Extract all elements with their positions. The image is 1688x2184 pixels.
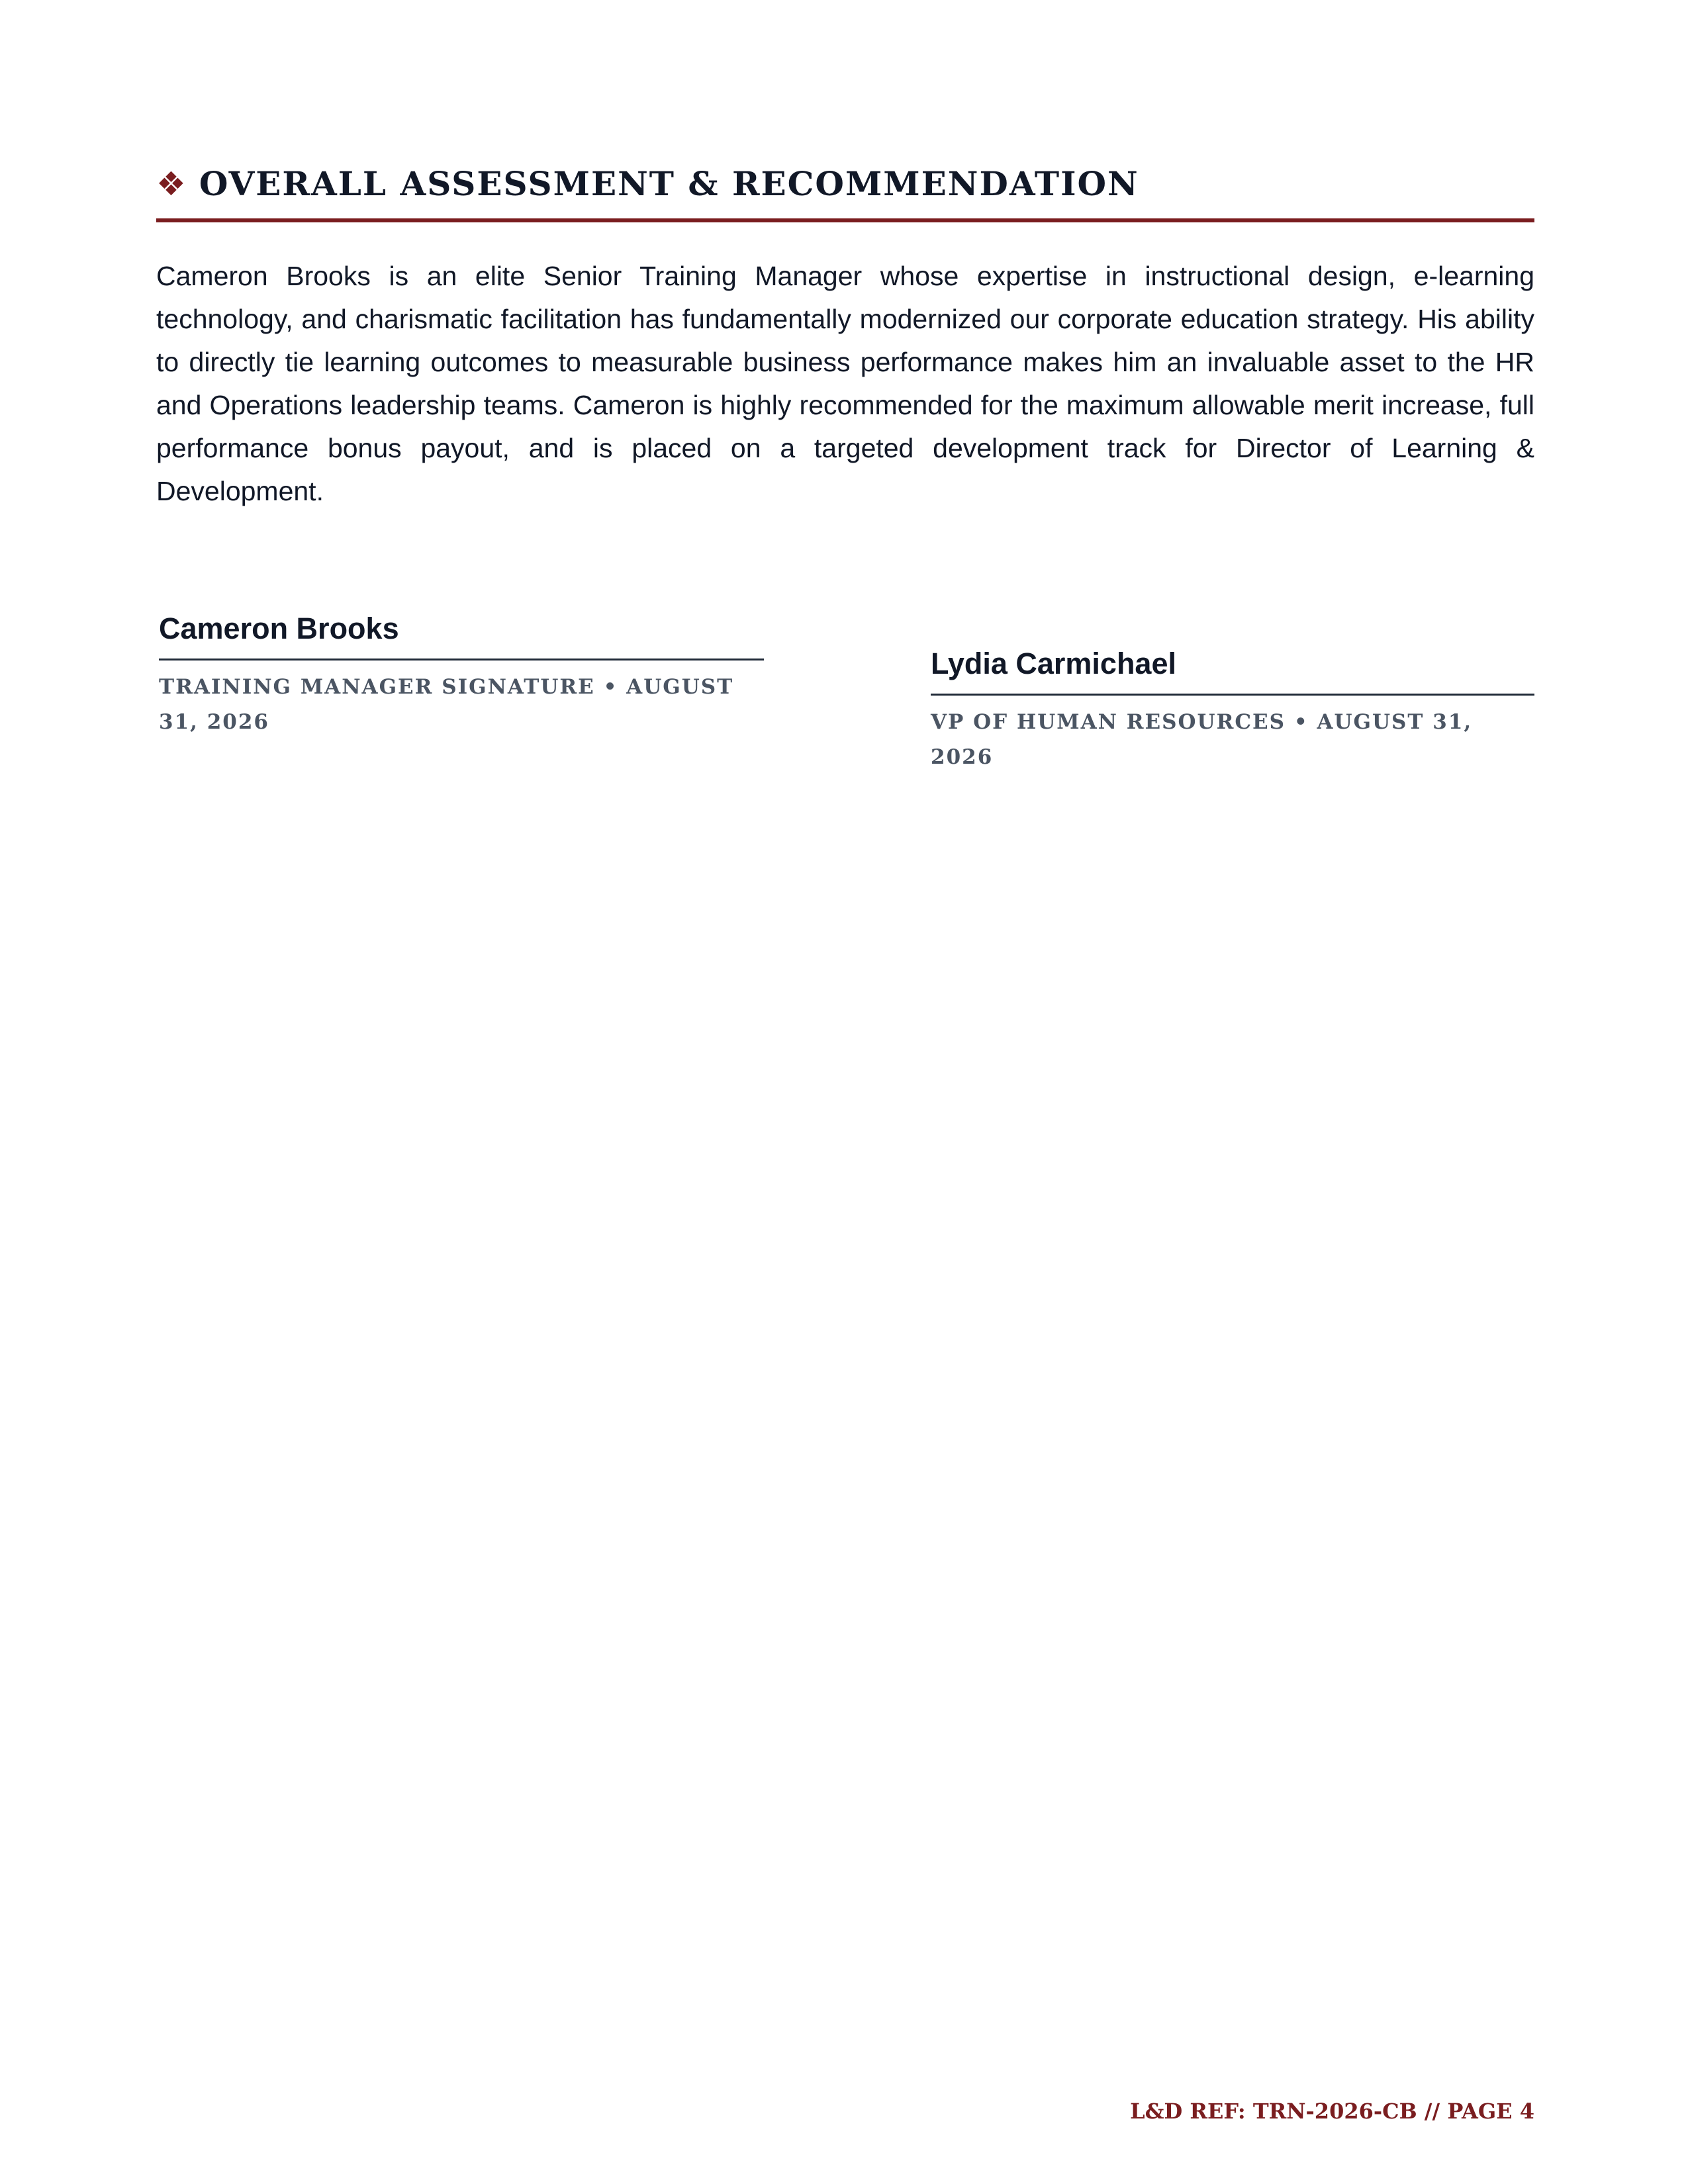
assessment-paragraph: Cameron Brooks is an elite Senior Training Manager whose expertise in instructional design, e-learning technology, and charismatic facilitation has fundamentally modernized our corporate education strategy. His ability to directly tie learning outcomes to measurable business performance makes him an invaluable asset to the HR and Operations leadership teams. Cameron is highly recommended for the maximum allowable merit increase, full performance bonus payout, and is placed on a targeted development track for Director of Learning & Development. — [156, 261, 1534, 506]
signature-block-vp-hr — [931, 641, 1534, 775]
signature-name: Lydia Carmichael — [931, 641, 1534, 696]
diamond-ornament-icon: ❖ — [156, 165, 186, 203]
section-heading — [156, 158, 1534, 222]
signature-block-training-manager — [159, 606, 764, 740]
signature-caption: TRAINING MANAGER SIGNATURE • AUGUST 31, 2026 — [159, 675, 734, 734]
signature-caption: VP OF HUMAN RESOURCES • AUGUST 31, 2026 — [931, 710, 1473, 769]
signature-name: Cameron Brooks — [159, 606, 764, 660]
section-title: OVERALL ASSESSMENT & RECOMMENDATION — [199, 164, 1139, 203]
footer-reference: L&D REF: TRN-2026-CB // PAGE 4 — [1130, 2099, 1534, 2124]
